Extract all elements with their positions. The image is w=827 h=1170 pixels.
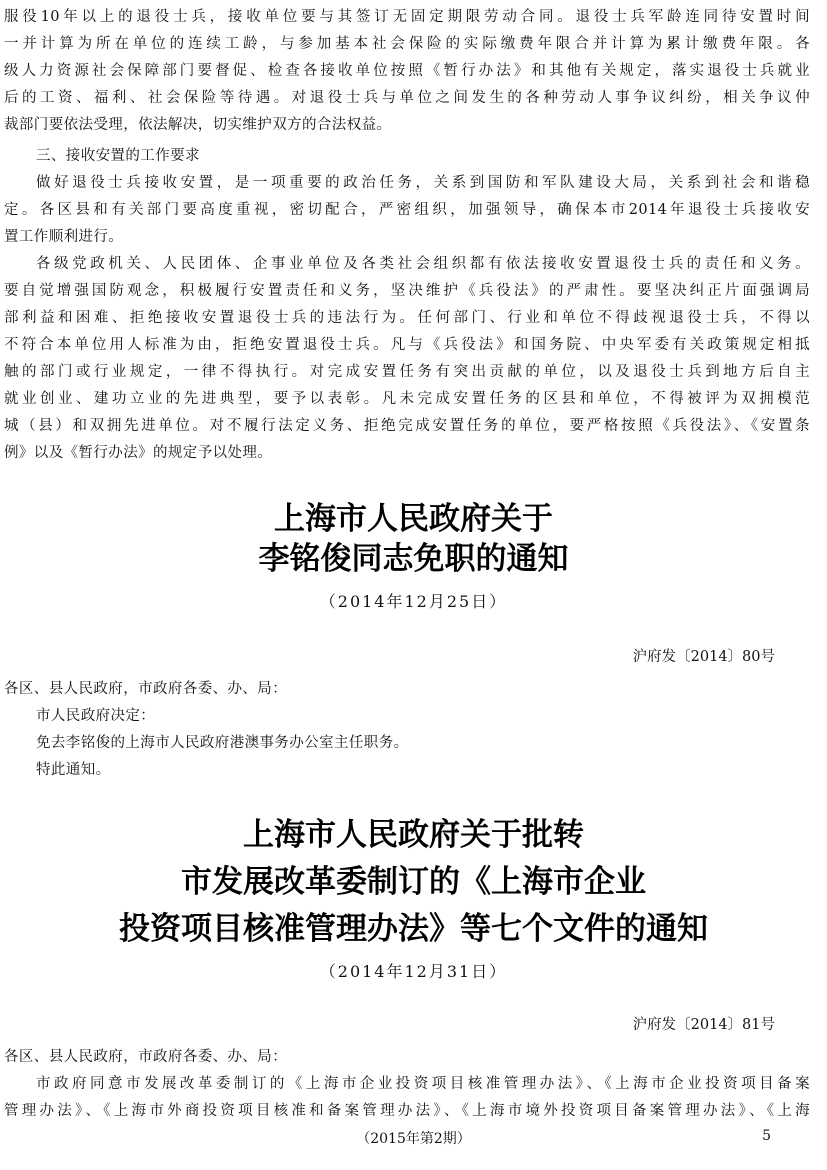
- section3-para2-line-8: 例》以及《暂行办法》的规定予以处理。: [4, 445, 273, 461]
- section3-para2-line-2: 要自觉增强国防观念，积极履行安置责任和义务，坚决维护《兵役法》的严肃性。要坚决纠正片面强调局: [4, 283, 810, 299]
- section3-para2-line-7: 城（县）和双拥先进单位。对不履行法定义务、拒绝完成安置任务的单位，要严格按照《兵役法》、《安置条: [4, 418, 810, 434]
- intro-line-5: 裁部门要依法受理，依法解决，切实维护双方的合法权益。: [4, 117, 392, 133]
- issue-footer: （2015年第2期）: [356, 1131, 471, 1147]
- notice1-body-line-2: 免去李铭俊的上海市人民政府港澳事务办公室主任职务。: [36, 735, 409, 751]
- intro-line-3: 级人力资源社会保障部门要督促、检查各接收单位按照《暂行办法》和其他有关规定，落实退役士兵就业: [4, 63, 810, 79]
- notice1-title-line-2: 李铭俊同志免职的通知: [258, 541, 569, 577]
- section3-para2-line-1: 各级党政机关、人民团体、企事业单位及各类社会组织都有依法接收安置退役士兵的责任和义务。: [36, 256, 810, 272]
- notice1-title-line-1: 上海市人民政府关于: [274, 501, 553, 537]
- notice1-doc-number: 沪府发〔2014〕80号: [632, 649, 775, 665]
- notice2-doc-number: 沪府发〔2014〕81号: [632, 1017, 775, 1033]
- notice2-title-line-3: 投资项目核准管理办法》等七个文件的通知: [119, 911, 708, 947]
- section3-para1-line-2: 定。各区县和有关部门要高度重视，密切配合，严密组织，加强领导，确保本市2014年退役士兵接收安: [4, 202, 810, 218]
- notice1-body-line-1: 市人民政府决定：: [36, 708, 156, 724]
- section3-para1-line-1: 做好退役士兵接收安置，是一项重要的政治任务，关系到国防和军队建设大局，关系到社会和谐稳: [36, 175, 810, 191]
- notice2-date: （2014年12月31日）: [319, 962, 508, 981]
- notice2-title-line-2: 市发展改革委制订的《上海市企业: [181, 864, 646, 900]
- section3-para2-line-5: 触的部门或行业规定，一律不得执行。对完成安置任务有突出贡献的单位，以及退役士兵到地方后自主: [4, 364, 810, 380]
- notice1-date: （2014年12月25日）: [319, 592, 508, 611]
- intro-line-4: 后的工资、福利、社会保险等待遇。对退役士兵与单位之间发生的各种劳动人事争议纠纷，相关争议仲: [4, 90, 810, 106]
- section3-para2-line-4: 不符合本单位用人标准为由，拒绝安置退役士兵。凡与《兵役法》和国务院、中央军委有关政策规定相抵: [4, 337, 810, 353]
- section3-para2-line-6: 就业创业、建功立业的先进典型，要予以表彰。凡未完成安置任务的区县和单位，不得被评为双拥模范: [4, 391, 810, 407]
- notice2-title-line-1: 上海市人民政府关于批转: [243, 817, 584, 853]
- notice2-body-line-1: 市政府同意市发展改革委制订的《上海市企业投资项目核准管理办法》、《上海市企业投资项目备案: [36, 1076, 810, 1092]
- intro-line-1: 服役10年以上的退役士兵，接收单位要与其签订无固定期限劳动合同。退役士兵军龄连同待安置时间: [4, 9, 810, 25]
- intro-line-2: 一并计算为所在单位的连续工龄，与参加基本社会保险的实际缴费年限合并计算为累计缴费年限。各: [4, 36, 810, 52]
- notice1-recipients: 各区、县人民政府，市政府各委、办、局：: [4, 681, 288, 697]
- notice2-recipients: 各区、县人民政府，市政府各委、办、局：: [4, 1049, 288, 1065]
- notice2-body-line-2: 管理办法》、《上海市外商投资项目核准和备案管理办法》、《上海市境外投资项目备案管理办法》、《上海: [4, 1103, 810, 1119]
- section3-para2-line-3: 部利益和困难、拒绝接收安置退役士兵的违法行为。任何部门、行业和单位不得歧视退役士兵，不得以: [4, 310, 810, 326]
- notice1-body-line-3: 特此通知。: [36, 762, 111, 778]
- page-number: 5: [762, 1128, 771, 1144]
- section3-para1-line-3: 置工作顺利进行。: [4, 229, 124, 245]
- section-heading: 三、接收安置的工作要求: [36, 148, 200, 164]
